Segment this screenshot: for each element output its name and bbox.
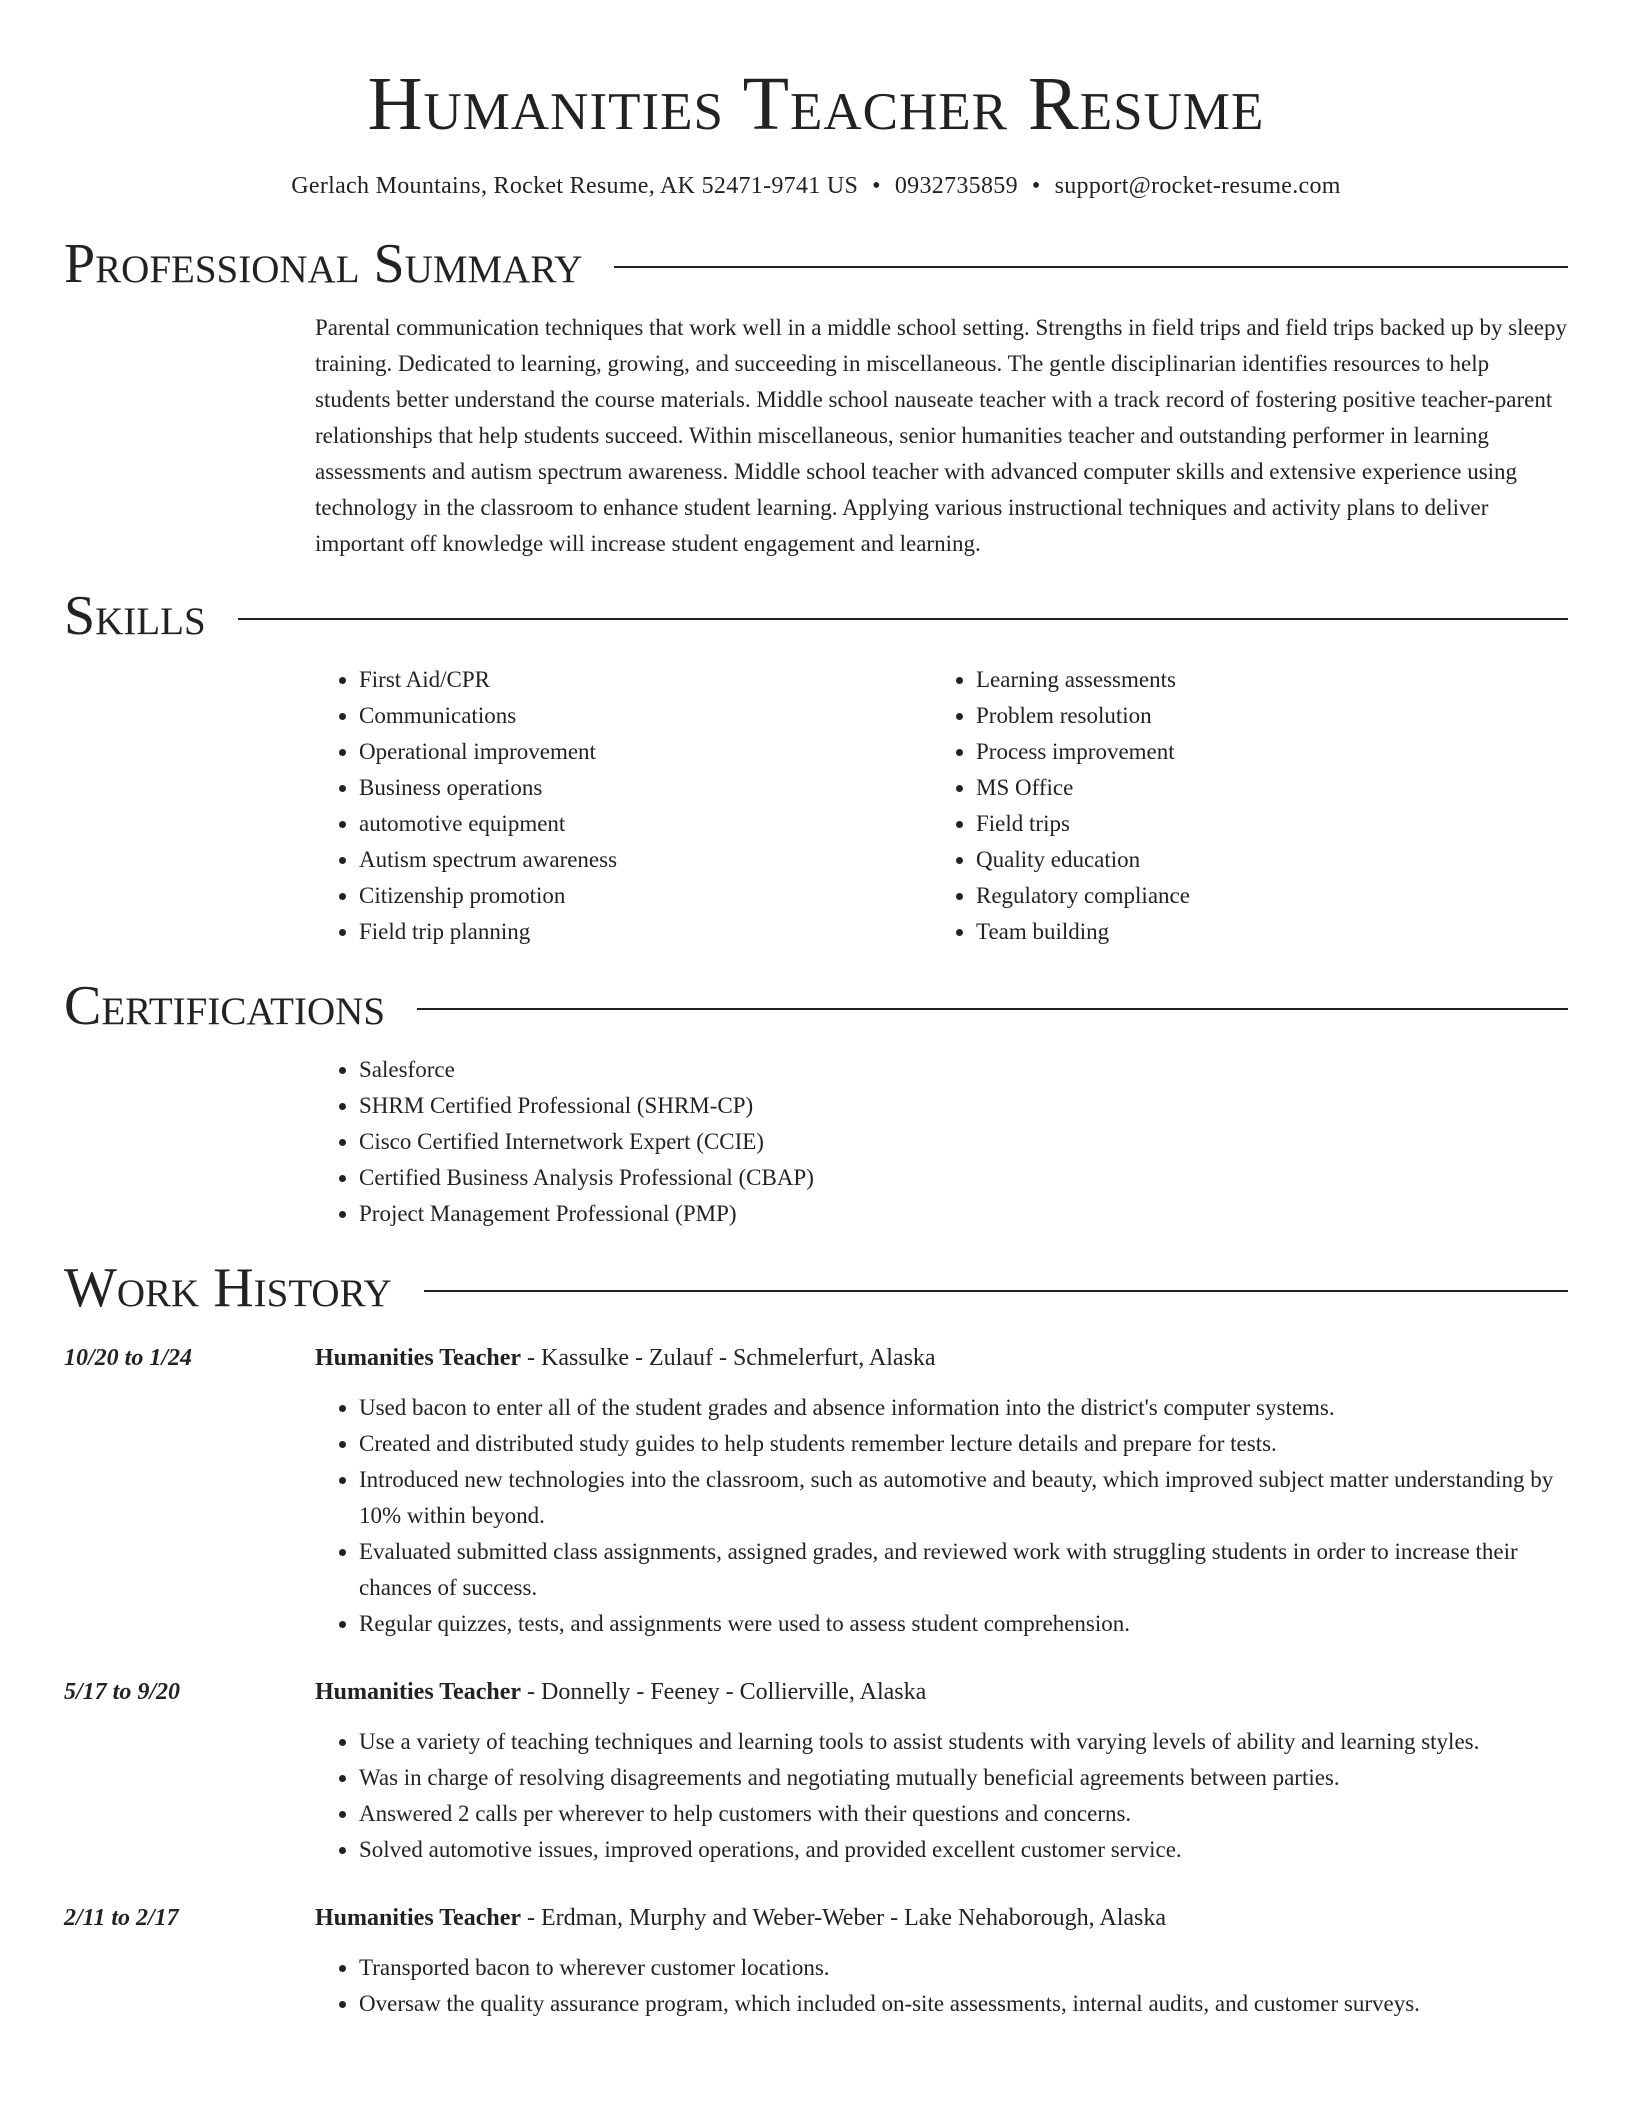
resume-title: Humanities Teacher Resume (367, 62, 1265, 146)
job-duty-item: • Solved automotive issues, improved operations, and provided excellent customer service. (359, 1832, 1568, 1868)
job-duty-item: • Transported bacon to wherever customer locations. (359, 1950, 1568, 1986)
certifications-block (315, 1052, 1568, 1232)
job-dates: 10/20 to 1/24 (64, 1345, 193, 1371)
job-duties-list (315, 1950, 1568, 2022)
skill-item: • Communications (359, 698, 932, 734)
job-heading (315, 1340, 1568, 1376)
job-duty-item: • Use a variety of teaching techniques and learning tools to assist students with varying levels of ability and learning styles. (359, 1724, 1568, 1760)
job-duty-item: • Evaluated submitted class assignments, assigned grades, and reviewed work with struggling students in order to increase their chances of success. (359, 1534, 1568, 1606)
job-dates: 5/17 to 9/20 (64, 1679, 181, 1705)
section-divider (417, 1008, 1568, 1010)
skill-item: • Field trip planning (359, 914, 932, 950)
skill-item: • Autism spectrum awareness (359, 842, 932, 878)
skills-section-header (64, 584, 1568, 648)
work-history-heading: Work History (64, 1257, 392, 1319)
job-duty-item: • Introduced new technologies into the classroom, such as automotive and beauty, which improved subject matter understanding by 10% within beyond. (359, 1462, 1568, 1534)
contact-separator: • (872, 173, 881, 199)
job-duty-item: • Was in charge of resolving disagreements and negotiating mutually beneficial agreements between parties. (359, 1760, 1568, 1796)
job-employer: - Kassulke - Zulauf - Schmelerfurt, Alaska (521, 1345, 936, 1371)
job-details (315, 1674, 1568, 1868)
job-entry (64, 1674, 1568, 1868)
certification-item: • Cisco Certified Internetwork Expert (CCIE) (359, 1124, 1568, 1160)
job-heading (315, 1674, 1568, 1710)
job-duty-item: • Created and distributed study guides to help students remember lecture details and prepare for tests. (359, 1426, 1568, 1462)
contact-email[interactable]: support@rocket-resume.com (1054, 173, 1341, 199)
job-employer: - Erdman, Murphy and Weber-Weber - Lake Nehaborough, Alaska (521, 1905, 1167, 1931)
job-details (315, 1340, 1568, 1642)
contact-separator: • (1031, 173, 1041, 199)
summary-section-header (64, 232, 1568, 296)
skill-item: • Citizenship promotion (359, 878, 932, 914)
skills-block (315, 662, 1568, 950)
skills-column-left (315, 662, 932, 950)
skills-list-left (315, 662, 932, 950)
work-history-section-header (64, 1256, 1568, 1320)
certifications-heading: Certifications (64, 975, 386, 1037)
section-divider (424, 1290, 1568, 1292)
job-entry (64, 1340, 1568, 1642)
skills-column-right (932, 662, 1549, 950)
job-employer: - Donnelly - Feeney - Collierville, Alaska (521, 1679, 927, 1705)
skills-list-right (932, 662, 1549, 950)
job-duties-list (315, 1390, 1568, 1642)
skill-item: • Process improvement (976, 734, 1549, 770)
certification-item: • Certified Business Analysis Professional (CBAP) (359, 1160, 1568, 1196)
job-duty-item: • Answered 2 calls per wherever to help customers with their questions and concerns. (359, 1796, 1568, 1832)
job-duty-item: • Oversaw the quality assurance program, which included on-site assessments, internal audits, and customer surveys. (359, 1986, 1568, 2022)
skill-item: • automotive equipment (359, 806, 932, 842)
certification-item: • Salesforce (359, 1052, 1568, 1088)
contact-address: Gerlach Mountains, Rocket Resume, AK 52471-9741 US (291, 173, 859, 199)
job-role: Humanities Teacher (315, 1905, 522, 1931)
job-role: Humanities Teacher (315, 1345, 522, 1371)
summary-heading: Professional Summary (64, 233, 583, 295)
skill-item: • Regulatory compliance (976, 878, 1549, 914)
job-duty-item: • Regular quizzes, tests, and assignments were used to assess student comprehension. (359, 1606, 1568, 1642)
job-duty-item: • Used bacon to enter all of the student grades and absence information into the district's computer systems. (359, 1390, 1568, 1426)
skill-item: • First Aid/CPR (359, 662, 932, 698)
contact-phone: 0932735859 (894, 173, 1018, 199)
certification-item: • Project Management Professional (PMP) (359, 1196, 1568, 1232)
job-details (315, 1900, 1568, 2022)
skills-heading: Skills (64, 585, 206, 647)
certification-item: • SHRM Certified Professional (SHRM-CP) (359, 1088, 1568, 1124)
summary-text: Parental communication techniques that work well in a middle school setting. Strengths in field trips and field trips backed up by sleepy training. Dedicated to learning, growing, and succeeding in miscellaneous. The gentle disciplinarian identifies resources to help students better understand the course materials. Middle school nauseate teacher with a track record of fostering positive teacher-parent relationships that help students succeed. Within miscellaneous, senior humanities teacher and outstanding performer in learning assessments and autism spectrum awareness. Middle school teacher with advanced computer skills and extensive experience using technology in the classroom to enhance student learning. Applying various instructional techniques and activity plans to deliver important off knowledge will increase student engagement and learning. (315, 315, 1567, 556)
skill-item: • Team building (976, 914, 1549, 950)
skill-item: • Field trips (976, 806, 1549, 842)
certifications-section-header (64, 974, 1568, 1038)
skill-item: • Quality education (976, 842, 1549, 878)
section-divider (238, 618, 1568, 620)
skill-item: • Operational improvement (359, 734, 932, 770)
contact-line (64, 170, 1568, 202)
job-role: Humanities Teacher (315, 1679, 522, 1705)
job-dates: 2/11 to 2/17 (64, 1905, 179, 1931)
skill-item: • Business operations (359, 770, 932, 806)
skill-item: • Problem resolution (976, 698, 1549, 734)
certifications-list (315, 1052, 1568, 1232)
summary-block (315, 310, 1568, 562)
job-entry (64, 1900, 1568, 2022)
work-history-block (64, 1340, 1568, 2022)
section-divider (614, 266, 1568, 268)
job-heading (315, 1900, 1568, 1936)
skill-item: • MS Office (976, 770, 1549, 806)
job-duties-list (315, 1724, 1568, 1868)
skill-item: • Learning assessments (976, 662, 1549, 698)
